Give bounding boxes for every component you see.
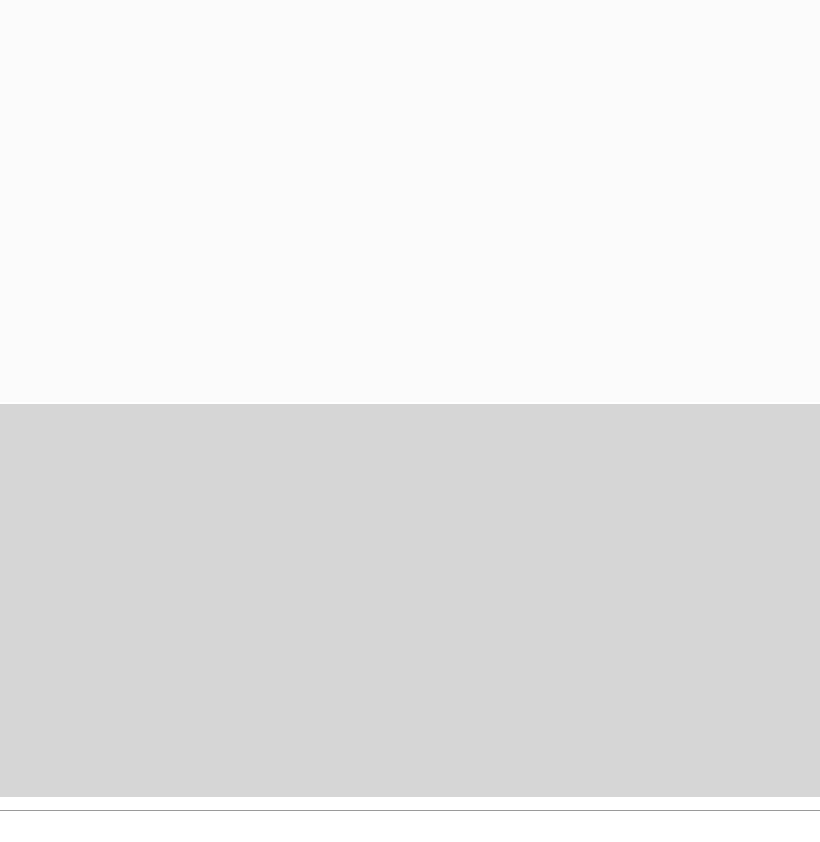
ep-study-panel [0, 0, 820, 402]
ecg-strips [0, 404, 820, 797]
ecg-printout [0, 404, 820, 797]
ep-traces [0, 0, 820, 402]
caption-divider [0, 810, 820, 811]
